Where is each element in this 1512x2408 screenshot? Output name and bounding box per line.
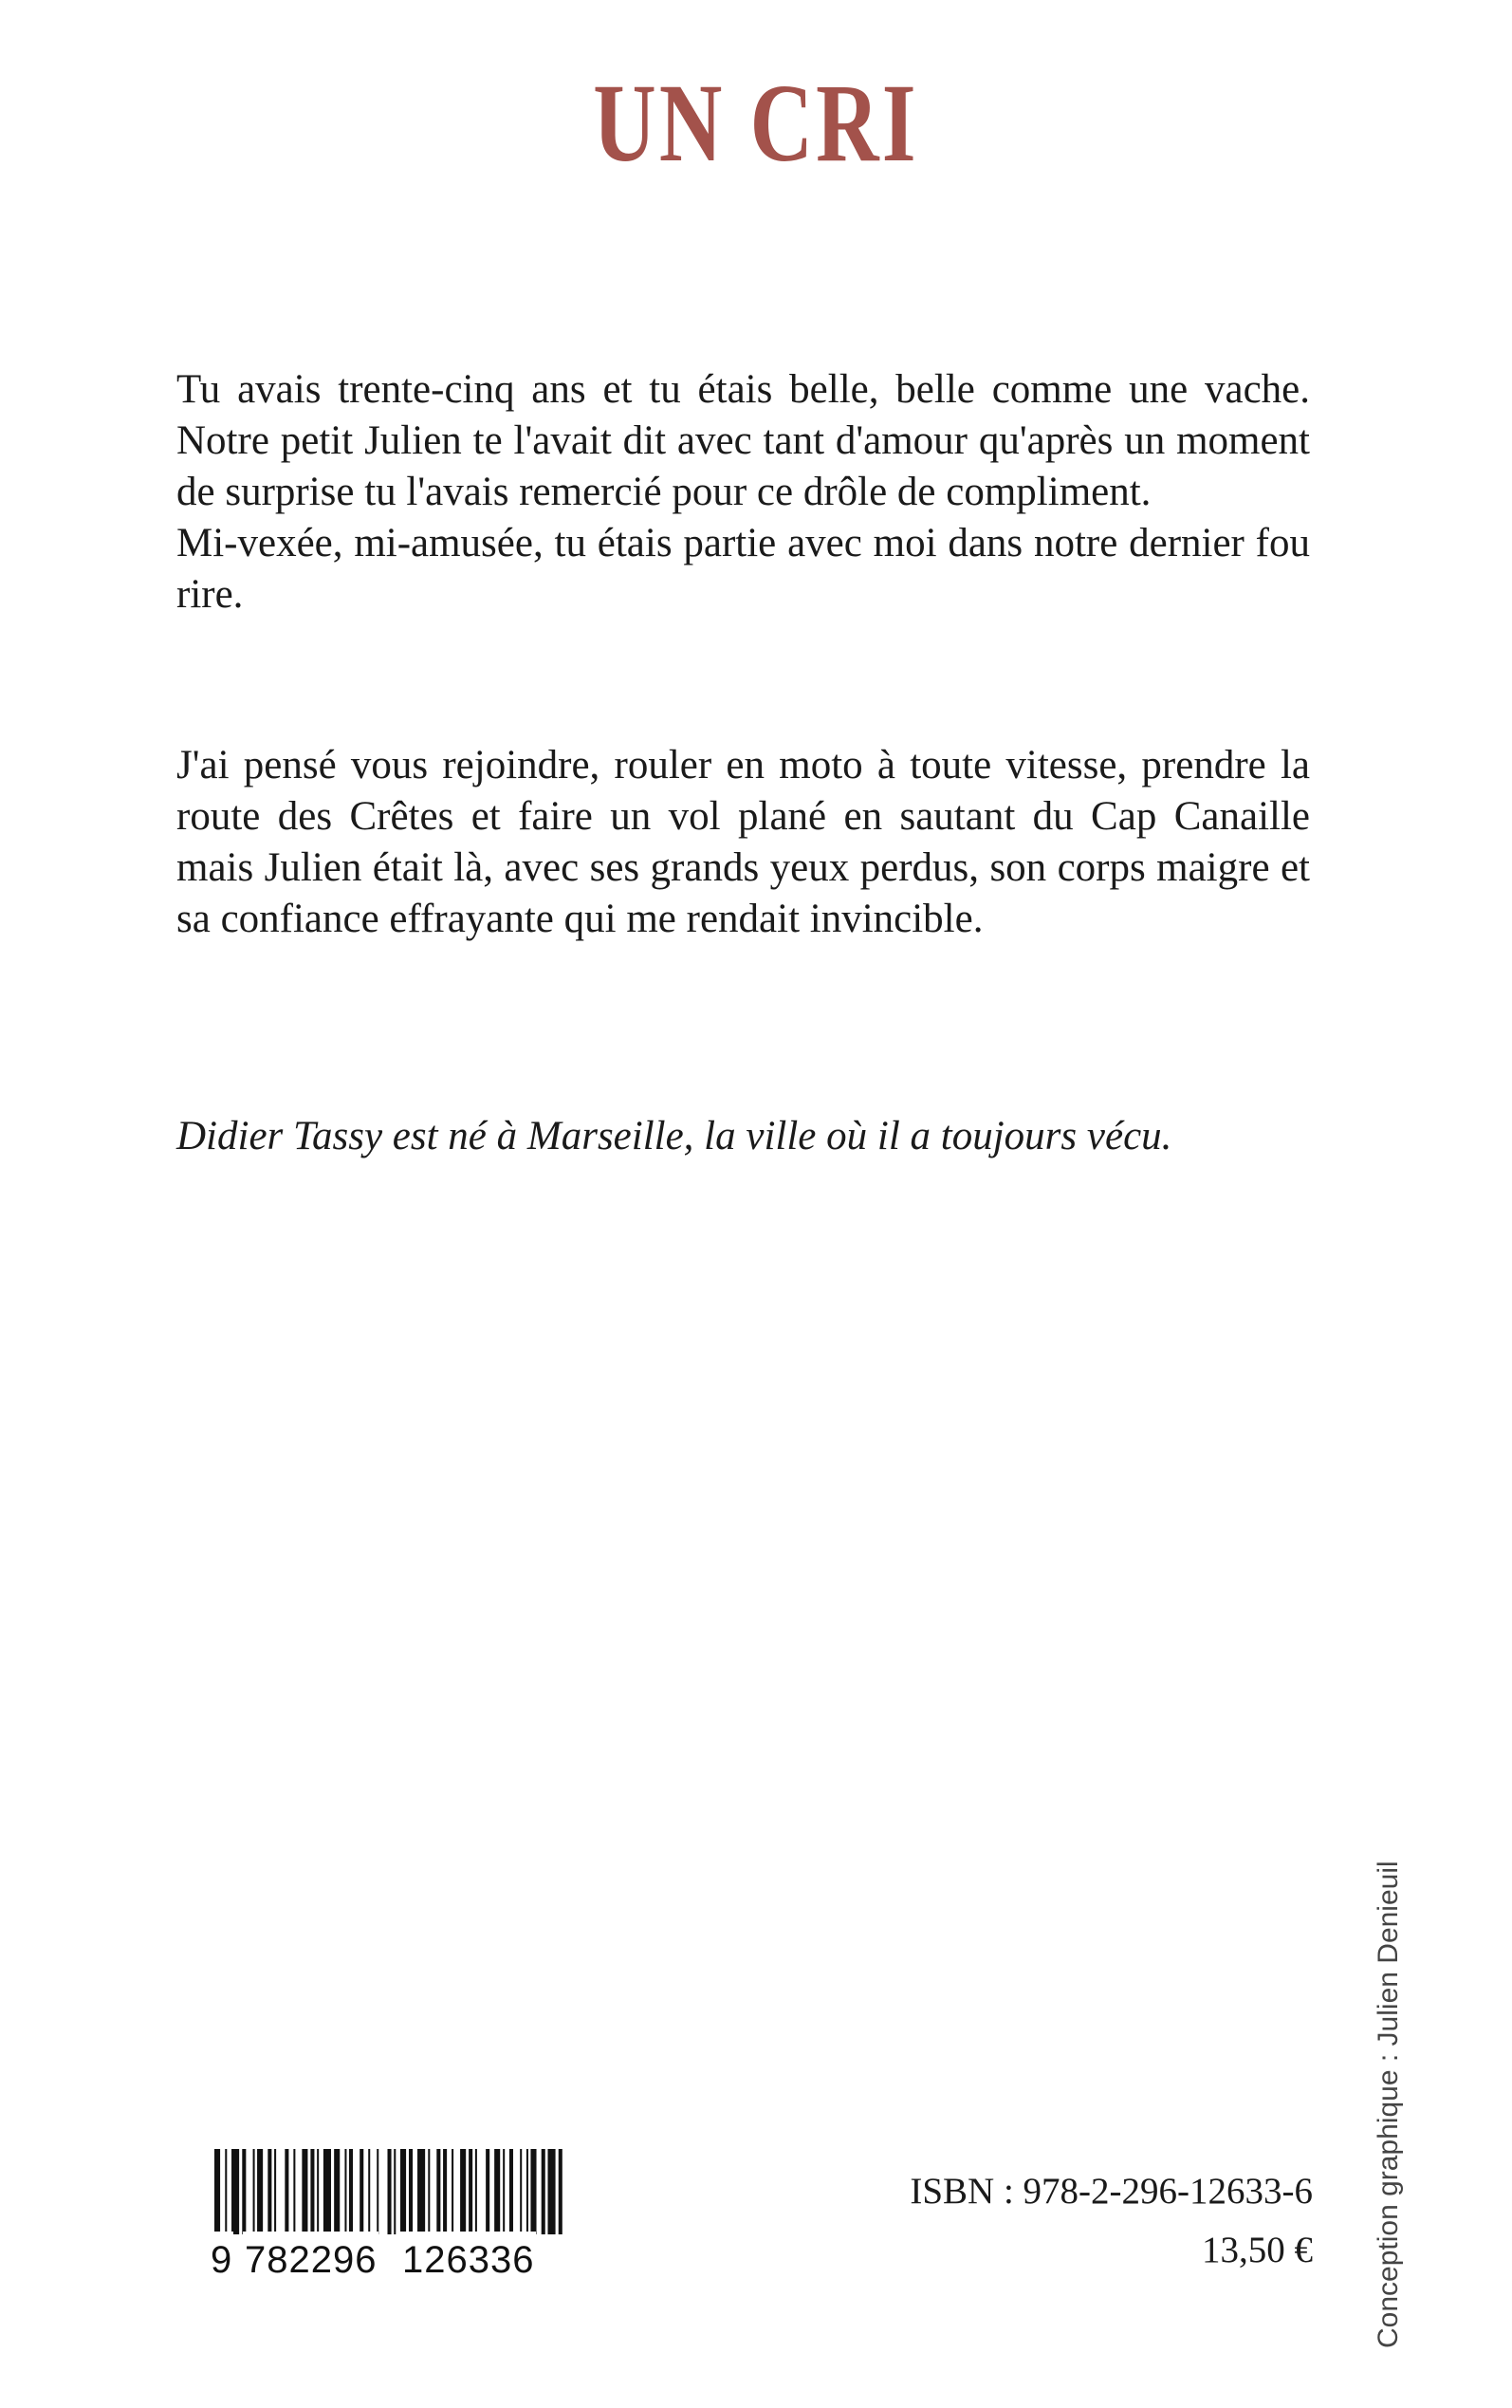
barcode-bar (285, 2149, 288, 2234)
barcode-bar (253, 2149, 255, 2234)
barcode-lead-digit: 9 (209, 2232, 233, 2288)
barcode-bar (323, 2149, 331, 2234)
barcode-bar (257, 2149, 263, 2234)
barcode-bar (349, 2149, 353, 2234)
barcode-bar (417, 2149, 425, 2234)
barcode-bar (475, 2149, 477, 2234)
barcode-bar (274, 2149, 276, 2234)
barcode-bar (559, 2149, 562, 2234)
barcode-bar (469, 2149, 472, 2234)
barcode-bar (409, 2149, 413, 2234)
barcode-bar (387, 2149, 391, 2234)
barcode-bar (360, 2149, 363, 2234)
barcode-bar (344, 2149, 346, 2234)
barcode-bar (530, 2149, 536, 2234)
barcode-bar (526, 2149, 528, 2234)
barcode-bar (400, 2149, 406, 2234)
barcode-bar (394, 2149, 396, 2234)
barcode-bar (310, 2149, 314, 2234)
barcode-bar (443, 2149, 447, 2234)
barcode-bar (334, 2149, 340, 2234)
barcode-bar (509, 2149, 513, 2234)
book-title: UN CRI (593, 61, 919, 185)
barcode-bar (368, 2149, 370, 2234)
barcode-bar (242, 2149, 246, 2234)
barcode-bar (428, 2149, 430, 2234)
barcode-bar (494, 2149, 500, 2234)
barcode-bar (317, 2149, 319, 2234)
barcode-bar (460, 2149, 466, 2234)
blurb-text: Tu avais trente-cinq ans et tu étais belle, belle comme une vache. Notre petit Julien te l'avait dit avec tant d'amour qu'après un moment de surprise tu l'avais remercié pour ce drôle de compliment. (176, 367, 1310, 514)
barcode-bar (302, 2149, 307, 2234)
barcode-digits (211, 2232, 575, 2288)
barcode-bar (542, 2149, 545, 2234)
blurb-paragraph-2 (176, 740, 1310, 945)
barcode-bar (547, 2149, 555, 2234)
barcode-bar (293, 2149, 295, 2234)
barcode-bar (231, 2149, 239, 2234)
price-label: 13,50 € (1202, 2230, 1313, 2270)
blurb-text: J'ai pensé vous rejoindre, rouler en moto à toute vitesse, prendre la route des Crêtes et faire un vol plané en sautant du Cap Canaille mais Julien était là, avec ses grands yeux perdus, son corps maigre et sa confiance effrayante qui me rendait invincible. (176, 743, 1310, 941)
barcode-bar (214, 2149, 220, 2234)
barcode-bar (486, 2149, 489, 2234)
barcode-bar (377, 2149, 378, 2234)
barcode-bar (436, 2149, 440, 2234)
barcode-bar (520, 2149, 522, 2234)
barcode-bar (503, 2149, 505, 2234)
barcode-bar (267, 2149, 271, 2234)
isbn-label: ISBN : 978-2-296-12633-6 (910, 2171, 1313, 2212)
blurb-text: Mi-vexée, mi-amusée, tu étais partie avec moi dans notre dernier fou rire. (176, 521, 1310, 617)
design-credit: Conception graphique : Julien Denieuil (1373, 1861, 1404, 2348)
barcode-digit-group-1: 782296 (243, 2232, 378, 2288)
barcode-bar (225, 2149, 227, 2234)
blurb-paragraph-1 (176, 364, 1310, 621)
barcode-bar (452, 2149, 453, 2234)
author-note: Didier Tassy est né à Marseille, la ville où il a toujours vécu. (176, 1114, 1172, 1158)
barcode-bars (214, 2149, 569, 2234)
barcode-digit-group-2: 126336 (400, 2232, 536, 2288)
